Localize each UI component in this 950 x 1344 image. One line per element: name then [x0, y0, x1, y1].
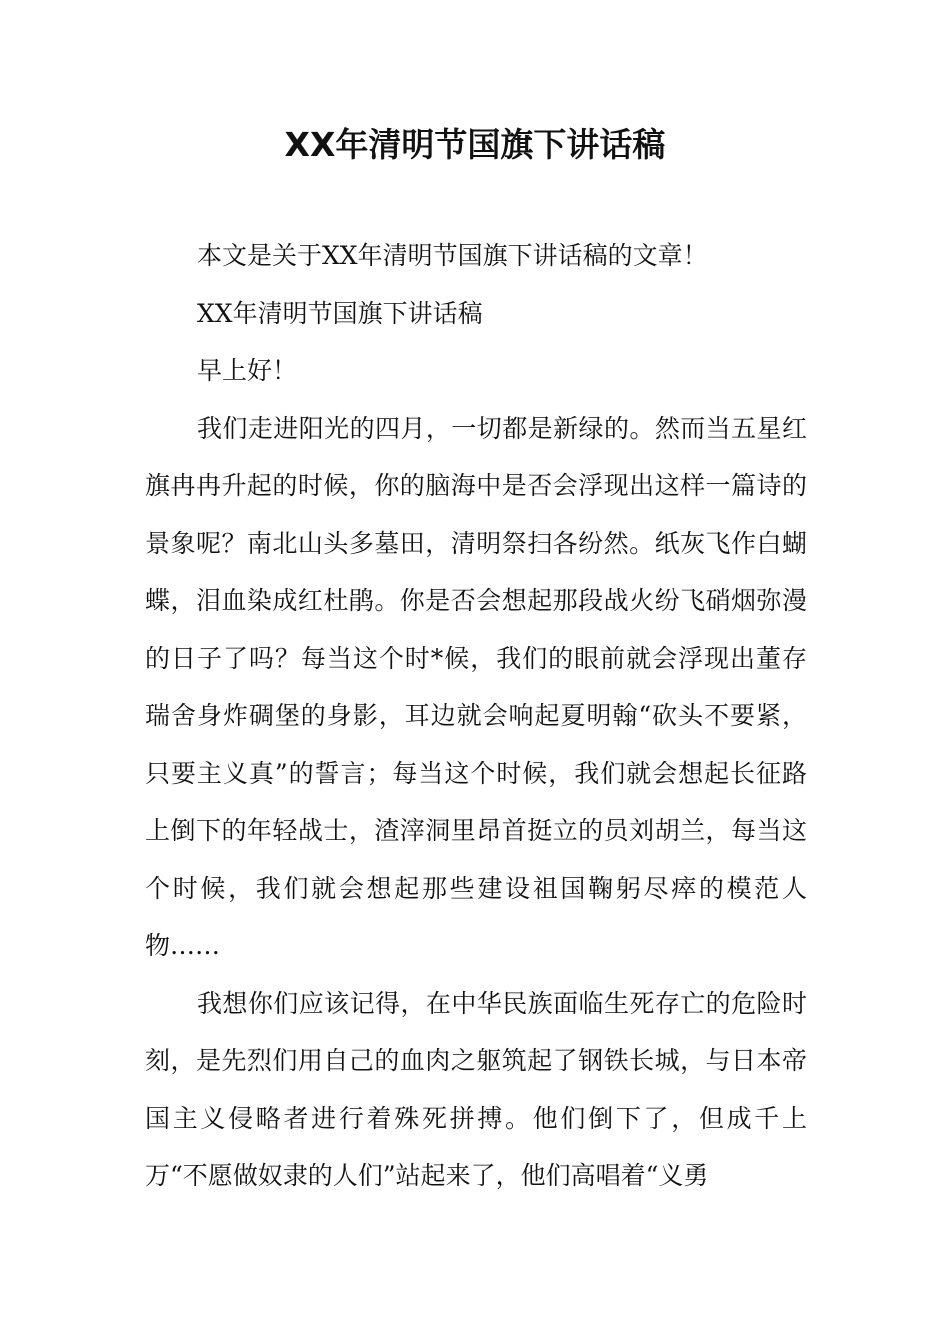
intro-paragraph: 本文是关于XX年清明节国旗下讲话稿的文章！ [197, 241, 708, 270]
document-title: XX年清明节国旗下讲话稿 [284, 125, 666, 164]
body-paragraph: 我想你们应该记得，在中华民族面临生死存亡的危险时刻，是先烈们用自己的血肉之躯筑起了钢铁长城，与日本帝国主义侵略者进行着殊死拼搏。他们倒下了，但成千上万“不愿做奴隶的人们”站起来了，他们高唱着“义勇 [145, 988, 807, 1190]
subtitle-paragraph: XX年清明节国旗下讲话稿 [197, 298, 483, 328]
greeting-paragraph: 早上好！ [197, 356, 298, 385]
document-body [145, 227, 807, 1205]
body-paragraph: 我们走进阳光的四月，一切都是新绿的。然而当五星红旗冉冉升起的时候，你的脑海中是否会浮现出这样一篇诗的景象呢？南北山头多墓田，清明祭扫各纷然。纸灰飞作白蝴蝶，泪血染成红杜鹃。你是否会想起那段战火纷飞硝烟弥漫的日子了吗？每当这个时*候，我们的眼前就会浮现出董存瑞舍身炸碉堡的身影，耳边就会响起夏明翰“砍头不要紧，只要主义真”的誓言；每当这个时候，我们就会想起长征路上倒下的年轻战士，渣滓洞里昂首挺立的员刘胡兰，每当这个时候，我们就会想起那些建设祖国鞠躬尽瘁的模范人物…… [145, 413, 807, 960]
